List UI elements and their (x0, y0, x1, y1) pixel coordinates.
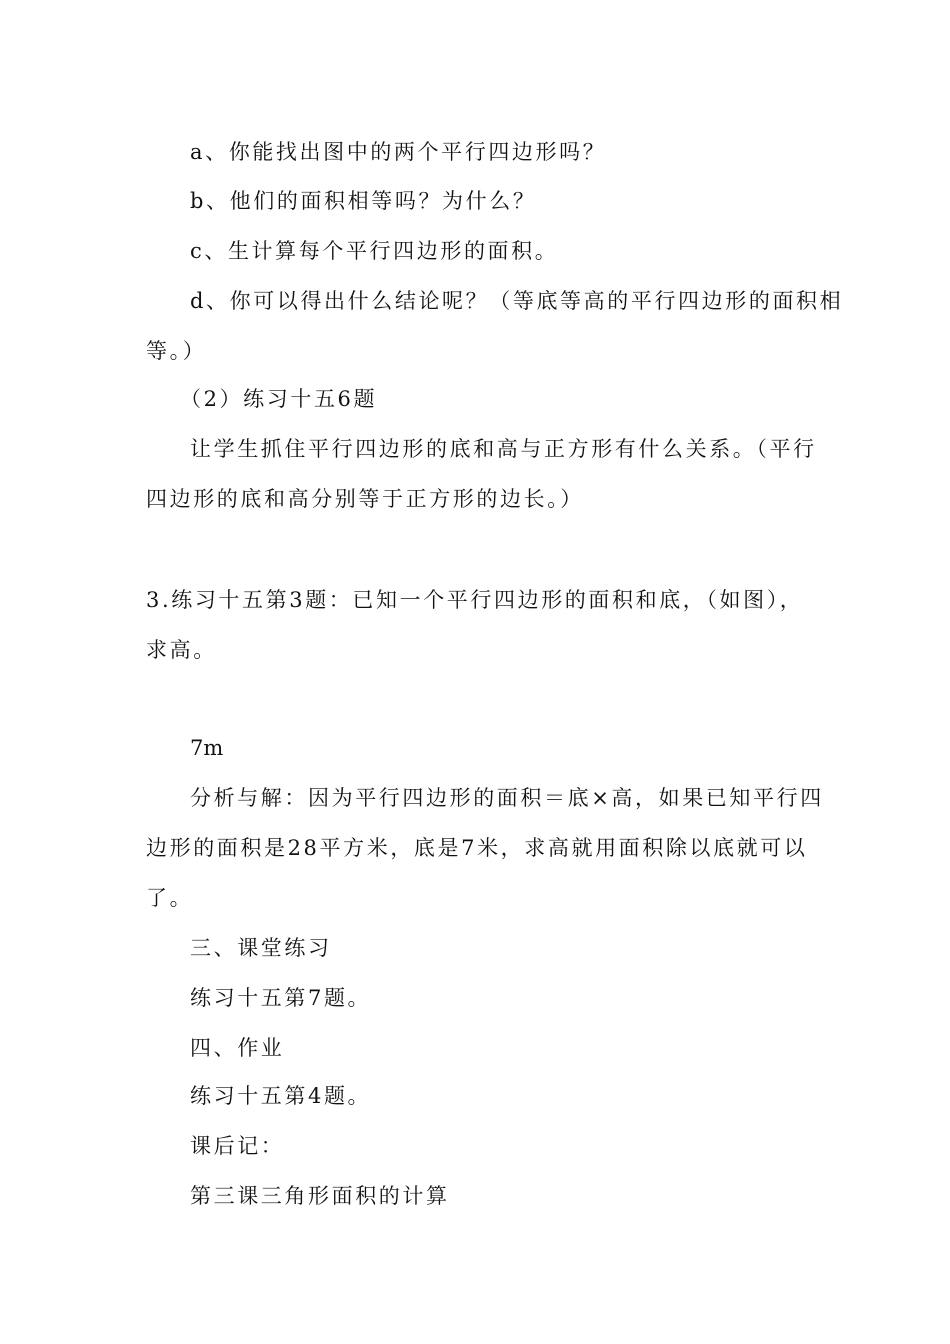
after-class-notes: 课后记： (190, 1134, 285, 1158)
exercise-2-text-continued: 四边形的底和高分别等于正方形的边长。） (146, 487, 584, 511)
section-classroom-practice: 三、课堂练习 (190, 936, 332, 960)
lesson-3-title: 第三课三角形面积的计算 (190, 1184, 450, 1208)
question-a: a、你能找出图中的两个平行四边形吗？ (190, 140, 607, 164)
question-c: c、生计算每个平行四边形的面积。 (190, 239, 559, 263)
classroom-practice-item: 练习十五第7题。 (190, 986, 372, 1010)
exercise-2-heading: （2）练习十五6题 (180, 387, 378, 411)
figure-label-7m: 7m (190, 736, 224, 760)
exercise-2-text: 让学生抓住平行四边形的底和高与正方形有什么关系。（平行 (190, 437, 817, 461)
exercise-3-heading: 3.练习十五第3题：已知一个平行四边形的面积和底，（如图）， (146, 588, 804, 612)
question-d: d、你可以得出什么结论呢？（等底等高的平行四边形的面积相 (190, 289, 844, 313)
homework-item: 练习十五第4题。 (190, 1084, 372, 1108)
question-d-continued: 等。） (146, 339, 207, 363)
analysis-text-continued: 边形的面积是28平方米，底是7米，求高就用面积除以底就可以 (146, 836, 808, 860)
question-b: b、他们的面积相等吗？为什么？ (190, 189, 537, 213)
analysis-text: 分析与解：因为平行四边形的面积＝底×高，如果已知平行四 (190, 786, 824, 810)
section-homework: 四、作业 (190, 1036, 285, 1060)
analysis-text-end: 了。 (146, 886, 194, 910)
exercise-3-heading-continued: 求高。 (146, 638, 217, 662)
